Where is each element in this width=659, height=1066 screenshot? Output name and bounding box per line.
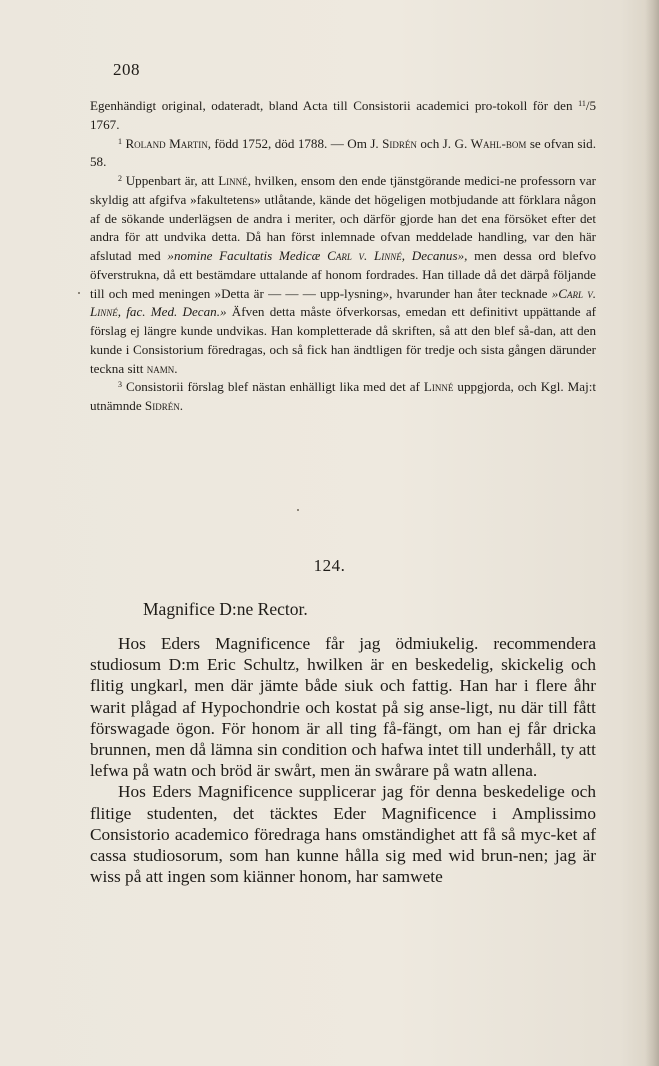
quotation: , Decanus»: [401, 248, 465, 263]
quotation: »nomine Facultatis Medicæ: [167, 248, 328, 263]
person-name: Sidrén: [382, 135, 417, 151]
signature-word: namn: [146, 360, 175, 376]
letter-number: 124.: [313, 556, 346, 575]
quotation: , fac. Med. Decan.»: [117, 304, 227, 320]
footnote-marker: 3: [118, 380, 122, 390]
footnotes-block: [90, 97, 596, 416]
intro-date-superscript: 11: [578, 99, 586, 108]
footnote-2: [90, 172, 596, 378]
person-name: Roland Martin: [125, 135, 208, 151]
footnote-text: Äfven detta måste öfverkorsas, emedan ett definitivt uppättande af förslag ej längre kunde undvikas. Han kompletterade då skriften, så att den blef så-dan, att den kunde i Consistorium föredragas, och så fick han ändtligen för tredje och sista gången därunder teckna sitt: [90, 304, 596, 376]
footnote-text: Uppenbart är, att: [122, 173, 219, 188]
person-name: Sidrén: [144, 398, 180, 413]
person-name: Linné: [218, 173, 248, 188]
footnote-intro: [90, 97, 596, 135]
person-name: Carl v. Linné: [90, 285, 597, 320]
letter-salutation: Magnifice D:ne Rector.: [143, 599, 308, 619]
intro-date-rest: /5 1767.: [90, 98, 596, 132]
letter-paragraph-2: Hos Eders Magnificence supplicerar jag för denna beskedelige och flitige studenten, det täcktes Eder Magnificence i Amplissimo Consistorio academico föredraga hans omständighet att få så myc-ket af cassa studiosorum, som han kunne hålla sig med wid brun-nen; jag är wiss på att ingen som kiänner honom, har samwete: [90, 782, 596, 887]
footnote-text: , född 1752, död 1788. — Om J.: [207, 135, 383, 151]
page-edge-shadow: [645, 0, 659, 1066]
quotation: »: [551, 285, 559, 301]
page-number: 208: [113, 60, 140, 79]
footnote-text: och J. G.: [416, 135, 471, 151]
footnote-text: .: [179, 398, 183, 413]
footnote-3: [90, 378, 596, 416]
footnote-text: uppgjorda, och Kgl. Maj:t utnämnde: [90, 379, 596, 413]
person-name: Wahl-bom: [470, 135, 527, 151]
letter-body: [90, 633, 596, 887]
paper-speck: [297, 509, 299, 511]
footnote-1: [90, 135, 596, 173]
footnote-marker: 2: [118, 174, 122, 183]
person-name: Carl v. Linné: [327, 248, 402, 263]
footnote-text: , men dessa ord blefvo öfverstrukna, då ett bestämdare uttalande af honom fordrades. Han tillade då det därpå följande till och med meningen »Detta är — — — upp-lysning», hvarunder han åter tecknade: [90, 248, 596, 301]
intro-text: Egenhändigt original, odateradt, bland Acta till Consistorii academici pro-tokoll för den: [90, 98, 579, 113]
person-name: Linné: [423, 379, 454, 395]
footnote-text: se ofvan sid. 58.: [90, 135, 596, 170]
footnote-text: , hvilken, ensom den ende tjänstgörande medici-ne professorn var skyldig att afgifva »fakultetens» utlåtande, kände det högeligen motbjudande att förklara någon af de sökande underlägsen de andra i meriter, och därför gjorde han det ena försöket efter det andra för att undvika detta. Då han först inlemnade ofvan meddelade handling, var den här afslutad med: [90, 173, 596, 263]
footnote-text: .: [174, 360, 178, 376]
paper-speck: [78, 292, 80, 294]
letter-paragraph-1: Hos Eders Magnificence får jag ödmiukelig. recommendera studiosum D:m Eric Schultz, hwilken är en beskedelig, skickelig och flitig ungkarl, men där jämte både siuk och fattig. Han har i flere åhr warit plågad af Hypochondrie och kostat på sig anse-ligt, nu där till fått förswagade ögon. För honom är all ting få-fängt, om han ej får dricka brunnen, men då lämna sin condition och hafwa intet till underhåll, ty att lefwa på watn och bröd är swårt, men än swårare på watn allena.: [90, 634, 596, 781]
footnote-text: Consistorii förslag blef nästan enhälligt lika med det af: [122, 379, 424, 395]
footnote-marker: 1: [118, 136, 122, 146]
